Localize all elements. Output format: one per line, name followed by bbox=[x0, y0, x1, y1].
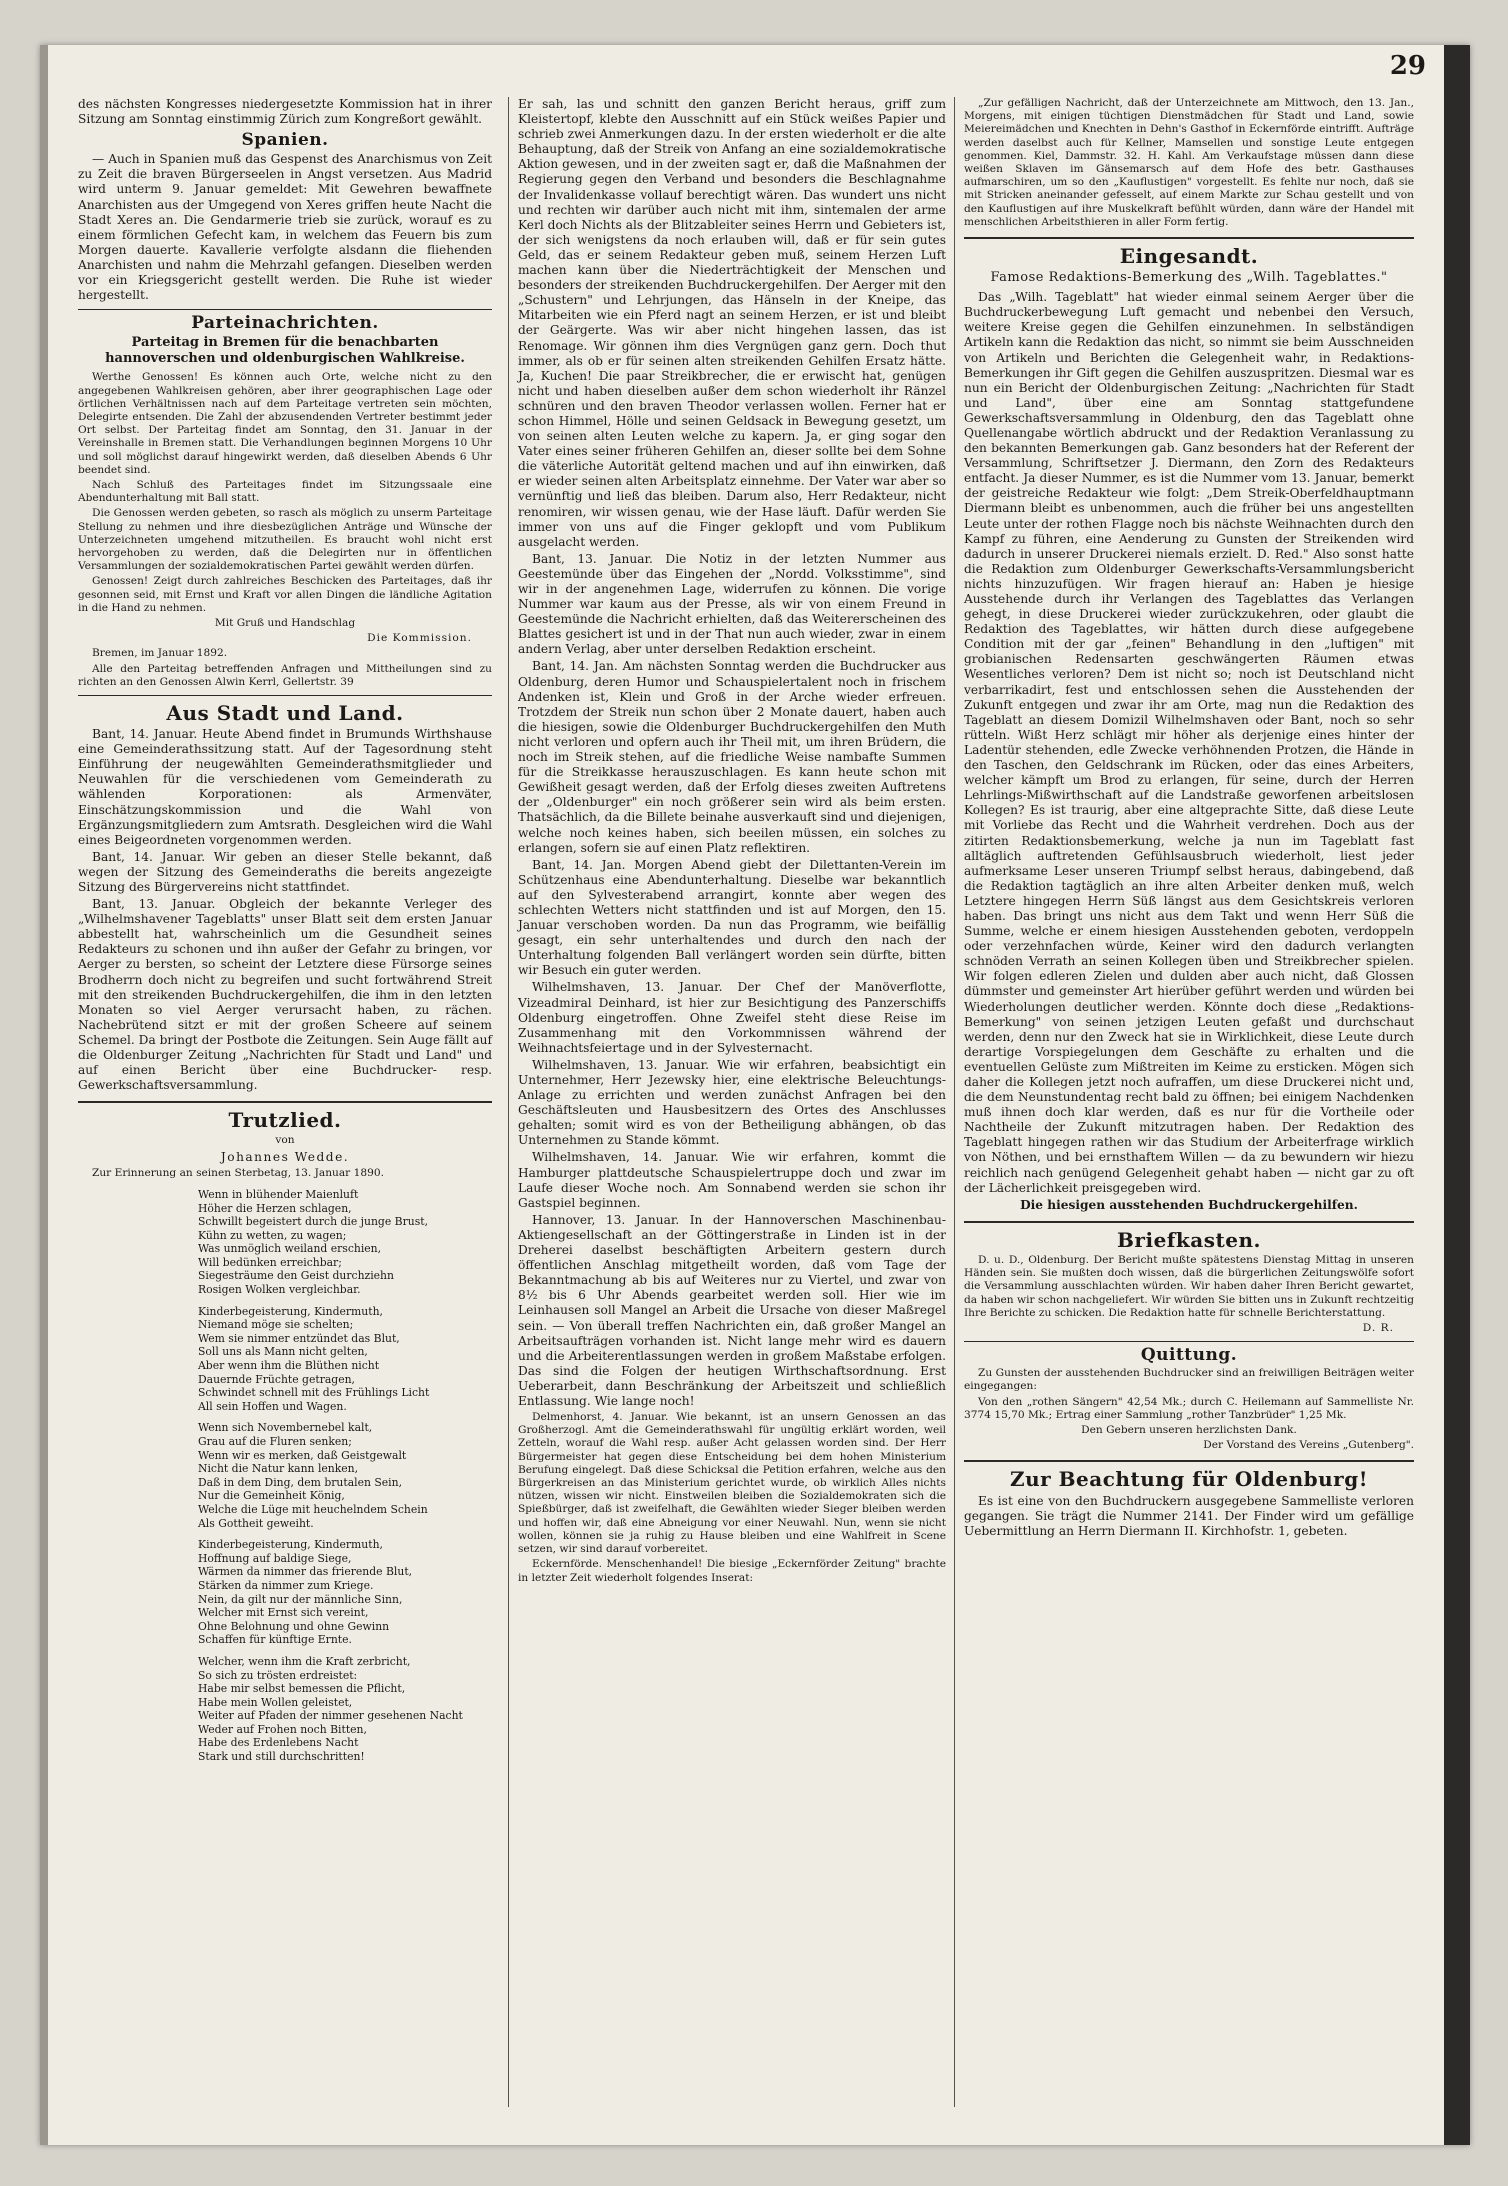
divider bbox=[964, 1221, 1414, 1223]
news-bant-4: Bant, 13. Januar. Die Notiz in der letzten Nummer aus Geestemünde über das Eingehen der „Nordd. Volksstimme", sind wir in der angenehmen Lage, widerrufen zu können. Die vorige Nummer war kaum aus der Presse, als wir von einem Freund in Geestemünde die Nachricht erhielten, daß das Weitererscheinen des Blattes gesichert ist und in der That nun auch wieder, zwar in einem andern Verlag, aber unter derselben Redaktion erscheint. bbox=[518, 551, 946, 657]
poem-stanza-4: Kinderbegeisterung, Kindermuth, Hoffnung auf baldige Siege, Wärmen da nimmer das frierende Blut, Stärken da nimmer zum Kriege. Nein, da gilt nur der männliche Sinn, Welcher mit Ernst sich vereint, Ohne Belohnung und ohne Gewinn Schaffen für künftige Ernte. bbox=[198, 1538, 413, 1647]
news-bant-1: Bant, 14. Januar. Heute Abend findet in Brumunds Wirthshause eine Gemeinderathssitzung statt. Auf der Tagesordnung steht Einführung der neugewählten Gemeinderathsmitglieder und Neuwahlen für die verschiedenen vom Gemeinderath zu wählenden Korporationen: als Armenväter, Einschätzungskommission und die Wahl von Ergänzungsmitgliedern zum Amtsrath. Desgleichen wird die Wahl eines Beigeordneten vorgenommen werden. bbox=[78, 727, 492, 847]
poem-stanza-1: Wenn in blühender Maienluft Höher die Herzen schlagen, Schwillt begeistert durch die junge Brust, Kühn zu wetten, zu wagen; Was unmöglich weiland erschien, Will bedünken erreichbar; Siegesträume den Geist durchziehn Rosigen Wolken vergleichbar. bbox=[198, 1187, 429, 1297]
partei-paragraph-1: Werthe Genossen! Es können auch Orte, welche nicht zu den angegebenen Wahlkreisen gehören, aber ihrer geographischen Lage oder örtlichen Verhältnissen nach auf dem Parteitage vertreten sein möchten, Delegirte entsenden. Die Zahl der abzusendenden Vertreter bestimmt jeder Ort selbst. Der Parteitag findet am Sonntag, den 31. Januar in der Vereinshalle in Bremen statt. Die Verhandlungen beginnen Morgens 10 Uhr und soll möglichst darauf hingewirkt werden, daß dieselben Abends 6 Uhr beendet sind. bbox=[78, 371, 492, 476]
trutzlied-von: von bbox=[275, 1134, 295, 1147]
column-1 bbox=[78, 97, 492, 1772]
briefkasten-heading: Briefkasten. bbox=[1117, 1227, 1261, 1252]
poem-stanza-5: Welcher, wenn ihm die Kraft zerbricht, So sich zu trösten erdreistet: Habe mir selbst bemessen die Pflicht, Habe mein Wollen geleistet, Weiter auf Pfaden der nimmer gesehenen Nacht Weder auf Frohen noch Bitten, Habe des Erdenlebens Nacht Stark und still durchschritten! bbox=[198, 1654, 463, 1764]
quittung-heading: Quittung. bbox=[1140, 1345, 1238, 1366]
briefkasten-signature: D. R. bbox=[1362, 1321, 1394, 1334]
news-wilhelmshaven-2: Wilhelmshaven, 13. Januar. Wie wir erfahren, beabsichtigt ein Unternehmer, Herr Jezewsky hier, eine elektrische Beleuchtungs-Anlage zu errichten und werden zunächst Anfragen bei den Geschäftsleuten und Hausbesitzern des Ortes des Anschlusses gehalten; somit wird es von der Betheiligung abhängen, ob das Unternehmen zu Stande kömmt. bbox=[518, 1057, 946, 1148]
news-wilhelmshaven-3: Wilhelmshaven, 14. Januar. Wie wir erfahren, kommt die Hamburger plattdeutsche Schauspielertruppe doch und zwar im Laufe dieser Woche noch. Am Sonnabend werden sie schon ihr Gastspiel beginnen. bbox=[518, 1150, 946, 1210]
divider bbox=[78, 1101, 492, 1103]
news-eckernfoerde: Eckernförde. Menschenhandel! Die biesige „Eckernförder Zeitung" brachte in letzter Zeit wiederholt folgendes Inserat: bbox=[518, 1558, 946, 1584]
oldenburg-notice-heading: Zur Beachtung für Oldenburg! bbox=[1010, 1467, 1368, 1492]
eingesandt-article: Das „Wilh. Tageblatt" hat wieder einmal seinem Aerger über die Buchdruckerbewegung Luft gemacht und nebenbei den Versuch, weitere Kreise gegen die Gehilfen einzunehmen. In selbständigen Artikeln kann die Redaktion das nicht, so nimmt sie beim Ausschneiden von Artikeln und Berichten die Gelegenheit wahr, in Redaktions-Bemerkungen ihr Gift gegen die Gehilfen auszuspritzen. Diesmal war es nun ein Bericht der Oldenburgischen Zeitung: „Nachrichten für Stadt und Land", über eine am Sonntag stattgefundene Gewerkschaftsversammlung in Oldenburg, den das Tageblatt ohne Quellenangabe wörtlich abdruckt und der Redaktion Veranlassung zu den bekannten Bemerkungen gab. Ganz besonders hat der Referent der Versammlung, Schriftsetzer J. Diermann, den Zorn des Redakteurs entfacht. Ja dieser Nummer, es ist die Nummer vom 13. Januar, bemerkt der geistreiche Redakteur wie folgt: „Dem Streik-Oberfeldhauptmann Diermann bleibt es unbenommen, auch die früher bei uns angestellten Leute unter der rothen Flagge noch bis nächste Weihnachten durch den Kampf zu führen, eine Aenderung zu Gunsten der Streikenden wird dadurch in unserer Druckerei niemals erzielt. D. Red." Also sonst hatte die Redaktion zum Oldenburger Gewerkschafts-Versammlungsbericht nichts hinzuzufügen. Wir fragen hierauf an: Haben je hiesige Ausstehende durch ihr Verlangen des Tageblattes das Verlangen gehegt, in diese Druckerei wieder zurückzukehren, oder glaubt die Redaktion des Tageblattes, wir hätten durch diese aufgegebene Condition mit der gar „feinen" Behandlung in den „luftigen" mit grobianischen Redensarten geschwängerten Räumen etwas Wesentliches verloren? Dem ist nicht so; noch ist Deutschland nicht verbarrikadirt, fest und entschlossen sehen die Ausstehenden der Zukunft entgegen und zwar ihr am Orte, mag nun die Redaktion des Tageblatt an diesem Domizil Wilhelmshaven oder Bant, noch so sehr rütteln. Wißt Herz schlägt mir höher als derjenige eines hinter der Ladentür stehenden, edle Zwecke verhöhnenden Protzen, die Hände in den Taschen, den Geldschrank im Rücken, oder das eines Arbeiters, welcher kämpft um Brod zu erlangen, für seine, durch der Herren Lehrlings-Mißwirthschaft auf die Landstraße geworfenen arbeitslosen Kollegen? Es ist traurig, aber eine altgeprachte Sitte, daß diese Leute mit Vorliebe das Recht und die Wahrheit verdrehen. Doch aus der zitirten Redaktionsbemerkung, welche ja nun im Tageblatt fast alltäglich auftretenden Gefühlsausbruch wiederholt, liest jeder aufmerksame Leser unseren Triumpf selbst heraus, dabingebend, daß die Redaktion tagtäglich an ihre alten Arbeiter denken muß, welch Letztere hingegen Herrn Süß längst aus dem Gesichtskreis verloren haben. Das bringt uns nicht aus dem Takt und wenn Herr Süß die Summe, welche er einem hiesigen Ausstehenden geboten, verdoppeln oder verzehnfachen würde, Keiner wird den dadurch verlangten schnöden Verrath an seinen Kollegen üben und Streikbrecher spielen. Wir folgen edleren Zielen und dulden aber auch nicht, daß Glossen dümmster und gemeinster Art hierüber geführt werden und würden bei Wiederholungen deutlicher werden. Könnte doch diese „Redaktions-Bemerkung" von seinen jetzigen Leuten gefaßt und durchschaut werden, denn nur den Zweck hat sie in Wirklichkeit, diese Leute durch derartige Vorspiegelungen dem Geschäfte zu erhalten und die eventuellen Gelüste zum Mißtreiten im Keime zu ersticken. Mögen sich daher die Kollegen jetzt noch aufraffen, um diese Druckerei nicht und, die dem Neunstundentag recht bald zu öffnen; bei einigem Nachdenken muß ihnen doch klar werden, daß es nur für die Vortheile oder Nachtheile der Zukunft mitzutragen haben. Der Redaktion des Tageblatt hingegen rathen wir das Studium der Arbeiterfrage wirklich von Nöthen, und bei ernsthaftem Willen — da zu bewundern wir hiezu reichlich nach genügend Gelegenheit gehabt haben — nicht gar zu oft der Lächerlichkeit preisgegeben wird. bbox=[964, 290, 1414, 1195]
quittung-signature: Der Vorstand des Vereins „Gutenberg". bbox=[1203, 1439, 1414, 1452]
eingesandt-heading: Eingesandt. bbox=[1119, 244, 1259, 269]
article-continuation: Er sah, las und schnitt den ganzen Bericht heraus, griff zum Kleistertopf, klebte den Ausschnitt auf ein Stück weißes Papier und schrieb zwei Anmerkungen dazu. In der ersten wiederholt er die alte Behauptung, daß der Streik von Anfang an eine sozialdemokratische Aktion gewesen, und in der zweiten sagt er, daß die Maßnahmen der Regierung gegen den Verband und besonders die Beschlagnahme der Invalidenkasse vollauf berechtigt wären. Das wundert uns nicht und rechten wir darüber auch nicht mit ihm, sintemalen der arme Kerl doch Nichts als der Blitzableiter seines Herrn und Gebieters ist, der sich wenigstens da noch erlauben will, daß er für sein gutes Geld, das er seinem Redakteur geben muß, seinem Herzen Luft machen kann über die Niederträchtigkeit der Menschen und besonders der streikenden Buchdruckergehilfen. Der Aerger mit den „Schustern" und Lehrjungen, das Hänseln in der Kneipe, das Mitarbeiten wie ein Pferd nagt an seinem Herzen, er ist und bleibt der Geärgerte. Was wir aber nicht hingehen lassen, das ist Renomage. Wir gönnen ihm dies Vergnügen ganz gern. Doch thut immer, als ob er für seinen alten streikenden Gehilfen Ersatz hätte. Ja, Kuchen! Die paar Streikbrecher, die er erwischt hat, genügen nicht und haben dieselben außer dem schon wiederholt ihr Ränzel schnüren und den braven Theodor verlassen wollen. Ferner hat er schon Himmel, Hölle und seinen Geldsack in Bewegung gesetzt, um von seinen alten Leuten welche zu kapern. Ja, er ging sogar den Vater eines seiner früheren Gehilfen an, dieser sollte bei dem Sohne die väterliche Autorität geltend machen und auf ihn einwirken, daß er wieder seinen alten Arbeitsplatz einnehme. Der Vater war aber so vernünftig und ließ das bleiben. Darum also, Herr Redakteur, nicht renomiren, wir wissen genau, wie der Hase läuft. Dafür werden Sie immer von uns auf die Finger geklopft und vom Publikum ausgelacht werden. bbox=[518, 97, 946, 549]
news-bant-3: Bant, 13. Januar. Obgleich der bekannte Verleger des „Wilhelmshavener Tageblatts" unser Blatt seit dem ersten Januar abbestellt hat, wahrscheinlich um die Gesundheit seines Redakteurs zu schonen und ihn außer der Gefahr zu bringen, vor Aerger zu bersten, so scheint der Letztere diese Fürsorge seines Brodherrn doch nicht zu begreifen und sucht fortwährend Streit mit den streikenden Buchdruckergehilfen, die ihm in den letzten Monaten so viel Aerger verursacht haben, zu rächen. Nachebrütend sitzt er mit der großen Scheere auf seinem Schemel. Da bringt der Postbote die Zeitungen. Sein Auge fällt auf die Oldenburger Zeitung „Nachrichten für Stadt und Land" und auf einen Bericht über eine Buchdrucker- resp. Gewerkschaftsversammlung. bbox=[78, 897, 492, 1093]
news-bant-5: Bant, 14. Jan. Am nächsten Sonntag werden die Buchdrucker aus Oldenburg, deren Humor und Schauspielertalent noch in frischem Andenken ist, Klein und Groß in der Arche wieder erfreuen. Trotzdem der Streik nun schon über 2 Monate dauert, haben auch die hiesigen, sowie die Oldenburger Buchdruckergehilfen den Muth nicht verloren und opfern auch ihr Theil mit, um ihren Brüdern, die noch im Streik stehen, auf die friedliche Weise nambafte Summen für die Streikkasse herauszuschlagen. Es kann heute schon mit Gewißheit gesagt werden, daß der Erfolg dieses zweiten Auftretens der „Oldenburger" ein noch größerer sein wird als beim ersten. Thatsächlich, da die Billete beinahe ausverkauft sind und diejenigen, welche noch keines haben, sich beeilen müssen, ein solches zu erlangen, sofern sie auf einen Platz reflektiren. bbox=[518, 659, 946, 855]
trutzlied-author: Johannes Wedde. bbox=[220, 1149, 350, 1164]
partei-signature: Die Kommission. bbox=[367, 632, 472, 645]
poem-stanza-2: Kinderbegeisterung, Kindermuth, Niemand möge sie schelten; Wem sie nimmer entzündet das Blut, Soll uns als Mann nicht gelten, Aber wenn ihm die Blüthen nicht Dauernde Früchte getragen, Schwindet schnell mit des Frühlings Licht All sein Hoffen und Wagen. bbox=[198, 1304, 430, 1413]
poem-stanza-3: Wenn sich Novembernebel kalt, Grau auf die Fluren senken; Wenn wir es merken, daß Geistgewalt Nicht die Natur kann lenken, Daß in dem Ding, dem brutalen Sein, Nur die Gemeinheit König, Welche die Lüge mit heuchelndem Schein Als Gottheit geweiht. bbox=[198, 1421, 428, 1530]
partei-note: Alle den Parteitag betreffenden Anfragen und Mittheilungen sind zu richten an den Genossen Alwin Kerrl, Gellertstr. 39 bbox=[78, 662, 492, 688]
divider bbox=[78, 695, 492, 696]
column-rule-2 bbox=[954, 97, 955, 2107]
trutzlied-heading: Trutzlied. bbox=[228, 1108, 342, 1133]
partei-date: Bremen, im Januar 1892. bbox=[92, 647, 228, 660]
news-hannover: Hannover, 13. Januar. In der Hannoverschen Maschinenbau-Aktiengesellschaft an der Göttingerstraße in Linden ist in der Dreherei daselbst beschäftigten Arbeitern gestern durch öffentlichen Anschlag mitgetheilt worden, daß vom Tage der Bekanntmachung ab bis auf Weiteres nur zu Viertel, und zwar von 8½ bis 6 Uhr Abends gearbeitet werden soll. Hier wie im Leinhausen soll Mangel an Arbeit die Ursache von dieser Maßregel sein. — Von überall treffen Nachrichten ein, daß großer Mangel an Arbeitsaufträgen vorhanden ist. Nicht lange mehr wird es dauern und die Arbeiterentlassungen werden in großem Maßstabe erfolgen. Das sind die Folgen der heutigen Wirthschaftsordnung. Erst Ueberarbeit, dann Beschränkung der Arbeitszeit und schließlich Entlassung. Wie lange noch! bbox=[518, 1212, 946, 1408]
partei-subheading: Parteitag in Bremen für die benachbarten hannoverschen und oldenburgischen Wahlkreise. bbox=[105, 335, 465, 367]
page-edge-left bbox=[40, 45, 48, 2145]
briefkasten-text: D. u. D., Oldenburg. Der Bericht mußte spätestens Dienstag Mittag in unseren Händen sein. Sie mußten doch wissen, daß die bürgerlichen Zeitungswölfe sofort die Versammlung ausschlachten würden. Wir haben daher Ihren Bericht gewartet, da haben wir schon nachgeliefert. Wir würden Sie bitten uns in Zukunft rechtzeitig Ihre Berichte zu schicken. Die Redaktion hatte für schnelle Berichterstattung. bbox=[964, 1253, 1414, 1319]
page-edge-right bbox=[1444, 45, 1470, 2145]
trutzlied-dedication: Zur Erinnerung an seinen Sterbetag, 13. Januar 1890. bbox=[92, 1166, 384, 1179]
divider bbox=[964, 1341, 1414, 1342]
column-rule-1 bbox=[508, 97, 509, 2107]
column-2 bbox=[518, 97, 946, 1587]
quittung-text: Von den „rothen Sängern" 42,54 Mk.; durch C. Heilemann auf Sammelliste Nr. 3774 15,70 Mk.; Ertrag einer Sammlung „rother Tanzbrüder" 1,25 Mk. bbox=[964, 1395, 1414, 1421]
news-delmenhorst: Delmenhorst, 4. Januar. Wie bekannt, ist an unsern Genossen an das Großherzogl. Amt die Gemeinderathswahl für ungültig erklärt worden, weil Zetteln, worauf die Wahl resp. außer Acht gelassen worden sind. Der Herr Bürgermeister hat gegen diese Entscheidung bei dem hohen Ministerium Berufung eingelegt. Daß diese Schicksal die Petition erfahren, welche aus den Bürgerkreisen an das Ministerium gerichtet wurde, ob wirklich Alles nichts nützen, wissen wir nicht. Einstweilen bleiben die Sozialdemokraten sich die Spießbürger, daß ist zweifelhaft, die Gewählten wieder Sieger bleiben werden und hoffen wir, daß eine Abneigung vor einer Neuwahl. Nun, wenn sie nicht wollen, können sie ja ruhig zu Hause bleiben und eine Wahlfreit in Scene setzen, wir sind darauf vorbereitet. bbox=[518, 1411, 946, 1556]
newspaper-page bbox=[40, 45, 1470, 2145]
partei-paragraph-2: Nach Schluß des Parteitages findet im Sitzungssaale eine Abendunterhaltung mit Ball statt. bbox=[78, 478, 492, 505]
divider bbox=[78, 309, 492, 310]
spanien-heading: Spanien. bbox=[241, 130, 329, 151]
news-bant-2: Bant, 14. Januar. Wir geben an dieser Stelle bekannt, daß wegen der Sitzung des Gemeinderaths die bereits angezeigte Sitzung des Bürgervereins nicht stattfindet. bbox=[78, 849, 492, 895]
congress-paragraph: des nächsten Kongresses niedergesetzte Kommission hat in ihrer Sitzung am Sonntag einstimmig Zürich zum Kongreßort gewählt. bbox=[78, 97, 492, 127]
quittung-intro: Zu Gunsten der ausstehenden Buchdrucker sind an freiwilligen Beiträgen weiter eingegangen: bbox=[964, 1367, 1414, 1393]
column-3 bbox=[964, 97, 1414, 1541]
divider bbox=[964, 1460, 1414, 1462]
inserat-quote: „Zur gefälligen Nachricht, daß der Unterzeichnete am Mittwoch, den 13. Jan., Morgens, mit einigen tüchtigen Dienstmädchen für Stadt und Land, sowie Meiereimädchen und Knechten in Dehn's Gasthof in Eckernförde eintrifft. Aufträge werden daselbst auch für Kellner, Mamsellen und sonstige Leute entgegen genommen. Kiel, Dammstr. 32. H. Kahl. Am Verkaufstage müssen dann diese weißen Sklaven im Gänsemarsch auf dem Hofe des betr. Gasthauses aufmarschiren, um so den „Kauflustigen" vorgestellt. Es fehlte nur noch, daß sie mit Stricken aneinander gefesselt, auf einem Markte zur Schau gestellt und von den Kauflustigen auf ihre Muskelkraft befühlt würden, dann wäre der Handel mit menschlichen Arbeitsthieren in aller Form fertig. bbox=[964, 97, 1414, 228]
partei-paragraph-4: Genossen! Zeigt durch zahlreiches Beschicken des Parteitages, daß ihr gesonnen seid, mit Ernst und Kraft vor allen Dingen die ländliche Agitation in die Hand zu nehmen. bbox=[78, 575, 492, 614]
news-bant-6: Bant, 14. Jan. Morgen Abend giebt der Dilettanten-Verein im Schützenhaus eine Abendunterhaltung. Dieselbe war bekanntlich auf den Sylvesterabend arrangirt, konnte aber wegen des schlechten Wetters nicht stattfinden und ist auf Morgen, den 15. Januar verschoben worden. Da nun das Programm, wie beifällig gesagt, ein sehr unterhaltendes und durch den nach der Unterhaltung folgenden Ball verlängert worden sein dürfte, bitten wir Besuch ein guter werden. bbox=[518, 857, 946, 978]
eingesandt-subheading: Famose Redaktions-Bemerkung des „Wilh. Tageblattes." bbox=[990, 270, 1388, 286]
stadt-land-heading: Aus Stadt und Land. bbox=[166, 700, 404, 725]
spanien-article: — Auch in Spanien muß das Gespenst des Anarchismus von Zeit zu Zeit die braven Bürgerseelen in Angst versetzen. Aus Madrid wird unterm 9. Januar gemeldet: Mit Gewehren bewaffnete Anarchisten aus der Umgegend von Xeres griffen heute Nacht die Stadt Xeres an. Die Gendarmerie trieb sie zurück, worauf es zu einem förmlichen Gefecht kam, in welchem das Feuern bis zum Morgen dauerte. Kavallerie verfolgte alsdann die fliehenden Anarchisten und nahm die Mehrzahl gefangen. Dieselben werden vor ein Kriegsgericht gestellt werden. Die Ruhe ist wieder hergestellt. bbox=[78, 152, 492, 303]
news-wilhelmshaven-1: Wilhelmshaven, 13. Januar. Der Chef der Manöverflotte, Vizeadmiral Deinhard, ist hier zur Besichtigung des Panzerschiffs Oldenburg eingetroffen. Ohne Zweifel steht diese Reise im Zusammenhang mit den Vorkommnissen während der Weihnachtsfeiertage und in der Sylvesternacht. bbox=[518, 980, 946, 1055]
divider bbox=[964, 237, 1414, 239]
eingesandt-signature: Die hiesigen ausstehenden Buchdruckergehilfen. bbox=[1020, 1197, 1358, 1212]
partei-paragraph-3: Die Genossen werden gebeten, so rasch als möglich zu unserm Parteitage Stellung zu nehmen und ihre diesbezüglichen Anträge und Wünsche der Unterzeichneten umgehend mitzutheilen. Es braucht wohl nicht erst hervorgehoben zu werden, daß die Delegirten nur in öffentlichen Versammlungen der sozialdemokratischen Partei gewählt werden dürfen. bbox=[78, 507, 492, 573]
oldenburg-notice-text: Es ist eine von den Buchdruckern ausgegebene Sammelliste verloren gegangen. Sie trägt die Nummer 2141. Der Finder wird um gefällige Uebermittlung an Herrn Diermann II. Kirchhofstr. 1, gebeten. bbox=[964, 1493, 1414, 1538]
page-number: 29 bbox=[1389, 51, 1426, 81]
quittung-thanks: Den Gebern unseren herzlichsten Dank. bbox=[1081, 1424, 1297, 1437]
partei-greeting: Mit Gruß und Handschlag bbox=[214, 616, 356, 629]
partei-heading: Parteinachrichten. bbox=[191, 313, 379, 334]
